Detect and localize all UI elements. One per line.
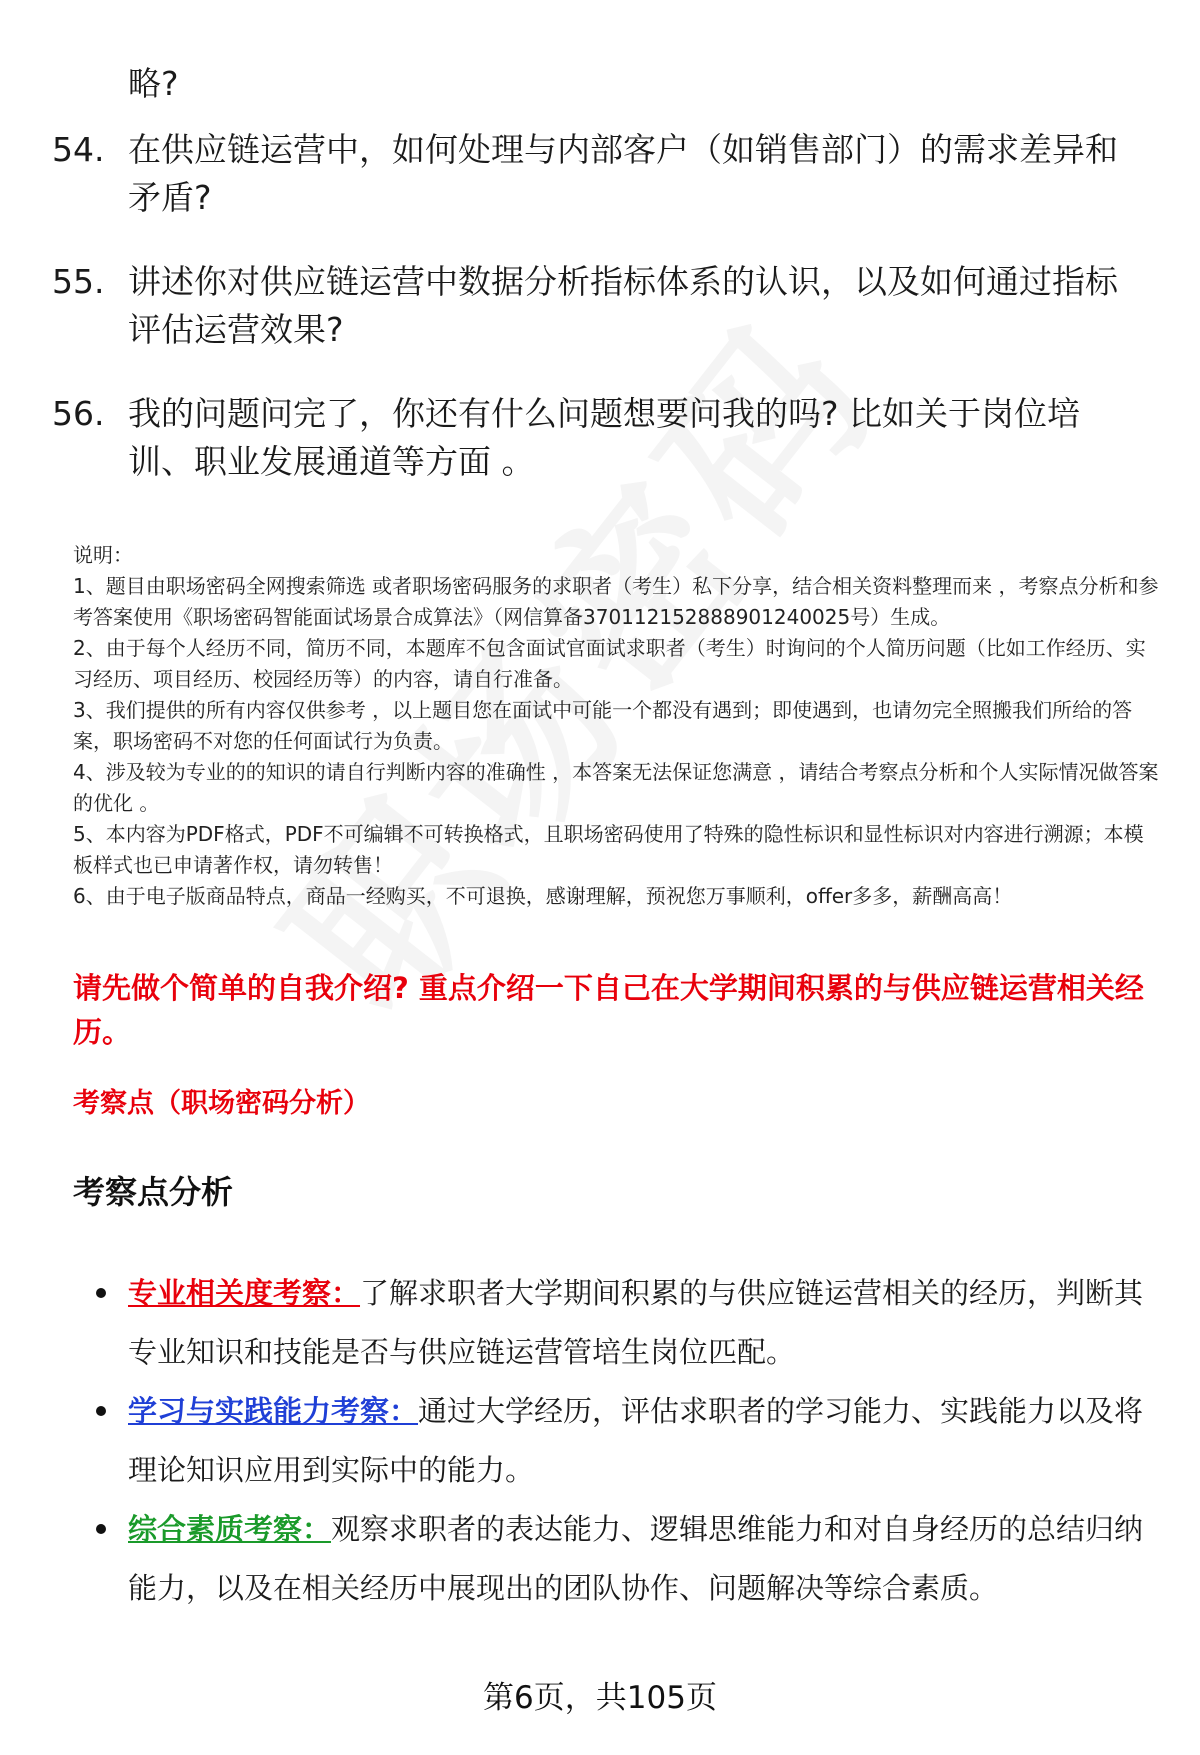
note-item: 2、由于每个人经历不同，简历不同，本题库不包含面试官面试求职者（考生）时询问的个人简历问题（比如工作经历、实习经历、项目经历、校园经历等）的内容，请自行准备。 [73, 636, 1146, 691]
bullet-dot-icon [96, 1406, 106, 1416]
question-number: 56. [52, 394, 105, 433]
analysis-heading: 考察点分析 [73, 1173, 234, 1211]
bullet-label: 学习与实践能力考察： [128, 1394, 419, 1428]
note-item: 1、题目由职场密码全网搜索筛选 或者职场密码服务的求职者（考生）私下分享，结合相关资料整理而来 ，考察点分析和参考答案使用《职场密码智能面试场景合成算法》（网信算备370112152888901240025号）生成。 [73, 574, 1159, 629]
question-item [52, 126, 1132, 222]
analysis-bullet-list [92, 1264, 1152, 1618]
note-item: 5、本内容为PDF格式，PDF不可编辑不可转换格式，且职场密码使用了特殊的隐性标识和显性标识对内容进行溯源；本模板样式也已申请著作权，请勿转售！ [73, 822, 1144, 877]
note-item: 4、涉及较为专业的的知识的请自行判断内容的准确性 ，本答案无法保证您满意 ，请结合考察点分析和个人实际情况做答案的优化 。 [73, 760, 1159, 815]
bullet-label: 综合素质考察： [128, 1512, 332, 1546]
analysis-bullet [92, 1500, 1152, 1618]
page-footer: 第6页，共105页 [483, 1680, 717, 1716]
disclaimer-notes [73, 540, 1163, 912]
analysis-bullet [92, 1382, 1152, 1500]
analysis-source-label: 考察点（职场密码分析） [73, 1088, 370, 1119]
bullet-dot-icon [96, 1524, 106, 1534]
bullet-label: 专业相关度考察： [128, 1276, 361, 1310]
bullet-text: 了解求职者大学期间积累的与供应链运营相关的经历，判断其专业知识和技能是否与供应链运营管培生岗位匹配。 [128, 1276, 1144, 1369]
interview-question-title: 请先做个简单的自我介绍? 重点介绍一下自己在大学期间积累的与供应链运营相关经历。 [73, 971, 1144, 1049]
note-item: 3、我们提供的所有内容仅供参考 ，以上题目您在面试中可能一个都没有遇到；即使遇到，也请勿完全照搬我们所给的答案，职场密码不对您的任何面试行为负责。 [73, 698, 1133, 753]
question-text: 在供应链运营中，如何处理与内部客户（如销售部门）的需求差异和矛盾? [128, 130, 1118, 217]
note-item: 6、由于电子版商品特点，商品一经购买，不可退换，感谢理解，预祝您万事顺利，offer多多，薪酬高高！ [73, 884, 1013, 908]
question-number: 54. [52, 130, 105, 169]
question-continuation: 略? [128, 64, 179, 103]
question-item [52, 258, 1132, 354]
question-item [52, 390, 1132, 486]
bullet-text: 通过大学经历，评估求职者的学习能力、实践能力以及将理论知识应用到实际中的能力。 [128, 1394, 1144, 1487]
bullet-dot-icon [96, 1288, 106, 1298]
question-text: 我的问题问完了，你还有什么问题想要问我的吗? 比如关于岗位培训、职业发展通道等方面 。 [128, 394, 1081, 481]
bullet-text: 观察求职者的表达能力、逻辑思维能力和对自身经历的总结归纳能力，以及在相关经历中展现出的团队协作、问题解决等综合素质。 [128, 1512, 1144, 1605]
notes-heading: 说明： [73, 543, 133, 567]
question-number: 55. [52, 262, 105, 301]
question-text: 讲述你对供应链运营中数据分析指标体系的认识，以及如何通过指标评估运营效果? [128, 262, 1118, 349]
analysis-bullet [92, 1264, 1152, 1382]
